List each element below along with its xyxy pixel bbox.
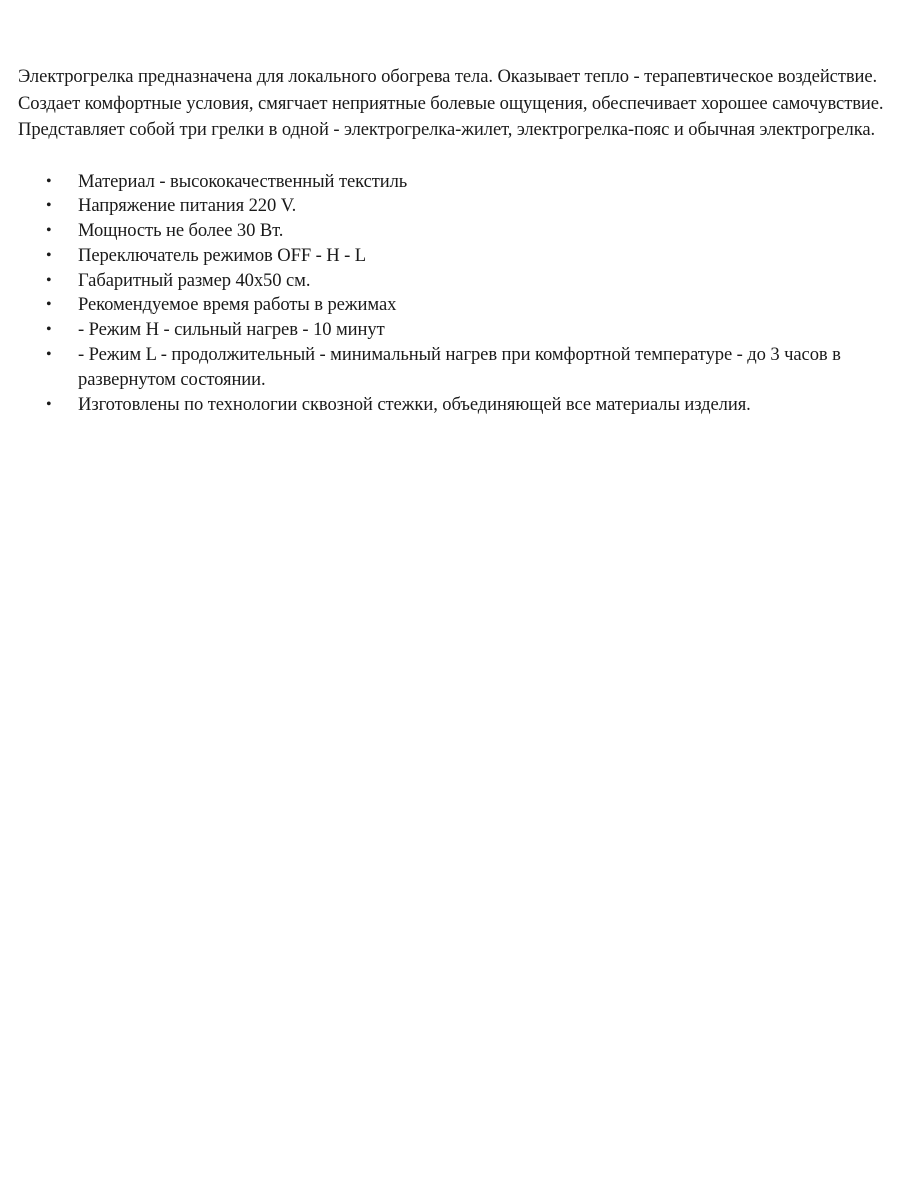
list-item — [18, 194, 884, 219]
list-item-text: Изготовлены по технологии сквозной стежки, объединяющей все материалы изделия. — [78, 393, 751, 415]
list-item — [18, 293, 884, 318]
bullet-icon: • — [46, 271, 52, 289]
list-item-text: Мощность не более 30 Вт. — [78, 220, 284, 242]
list-item-text: - Режим H - сильный нагрев - 10 минут — [78, 319, 385, 341]
list-item — [18, 219, 884, 244]
list-item-text: Материал - высококачественный текстиль — [78, 170, 408, 192]
list-item-text: - Режим L - продолжительный - минимальный нагрев при комфортной температуре - до 3 часов в развернутом состоянии. — [78, 344, 841, 390]
list-item — [18, 244, 884, 269]
list-item — [18, 343, 884, 393]
bullet-icon: • — [46, 246, 52, 264]
feature-list — [18, 170, 884, 418]
bullet-icon: • — [46, 197, 52, 215]
bullet-icon: • — [46, 321, 52, 339]
bullet-icon: • — [46, 296, 52, 314]
list-item — [18, 269, 884, 294]
bullet-icon: • — [46, 346, 52, 364]
list-item-text: Напряжение питания 220 V. — [78, 195, 297, 217]
bullet-icon: • — [46, 395, 52, 413]
bullet-icon: • — [46, 222, 52, 240]
list-item-text: Габаритный размер 40x50 см. — [78, 269, 311, 291]
list-item — [18, 318, 884, 343]
list-item — [18, 393, 884, 418]
intro-paragraph: Электрогрелка предназначена для локального обогрева тела. Оказывает тепло - терапевтическое воздействие. Создает комфортные условия, смягчает неприятные болевые ощущения, обеспечивает хорошее самочувствие. Представляет собой три грелки в одной - электрогрелка-жилет, электрогрелка-пояс и обычная электрогрелка. — [18, 66, 884, 140]
document-page — [18, 64, 884, 417]
list-item — [18, 170, 884, 195]
list-item-text: Переключатель режимов OFF - H - L — [78, 244, 367, 266]
bullet-icon: • — [46, 172, 52, 190]
list-item-text: Рекомендуемое время работы в режимах — [78, 294, 397, 316]
